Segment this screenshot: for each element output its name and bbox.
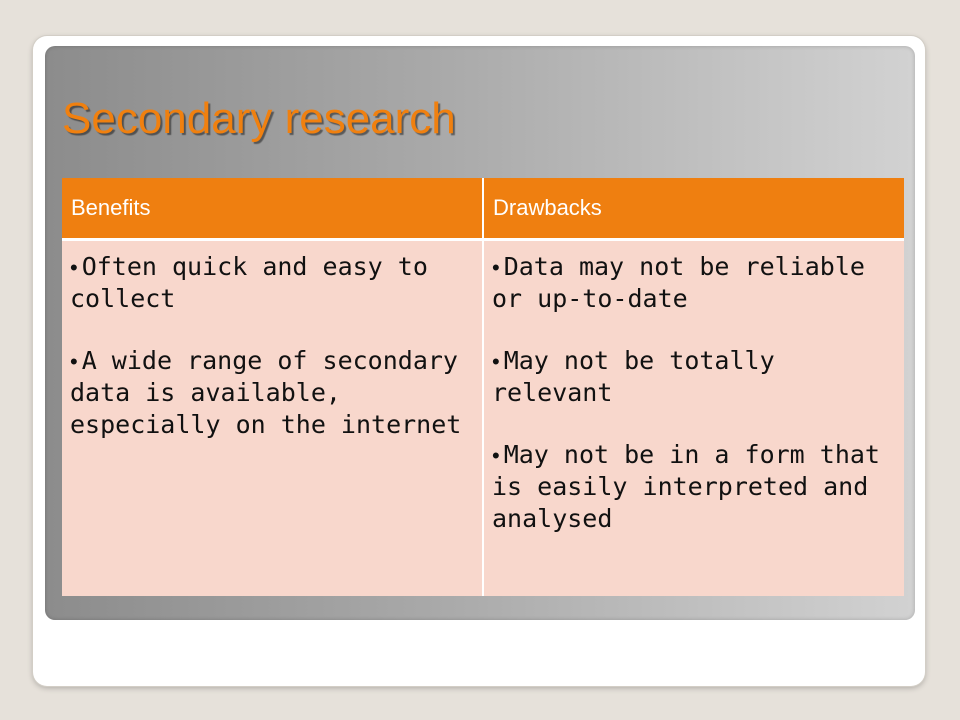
benefits-cell: [62, 240, 483, 597]
drawbacks-list: [492, 251, 896, 535]
list-item: [70, 251, 474, 315]
list-item: [70, 345, 474, 441]
drawback-text: May not be in a form that is easily interpreted and analysed: [492, 440, 880, 533]
drawback-text: Data may not be reliable or up-to-date: [492, 252, 865, 313]
bullet-icon: •: [492, 255, 500, 280]
benefit-text: Often quick and easy to collect: [70, 252, 428, 313]
drawback-text: May not be totally relevant: [492, 346, 775, 407]
list-item: [492, 251, 896, 315]
bullet-icon: •: [70, 255, 78, 280]
benefits-list: [70, 251, 474, 441]
table-row: [62, 240, 904, 597]
slide-title: Secondary research: [62, 94, 456, 143]
list-item: [492, 345, 896, 409]
bullet-icon: •: [70, 349, 78, 374]
list-item: [492, 439, 896, 535]
bullet-icon: •: [492, 443, 500, 468]
benefit-text: A wide range of secondary data is available, especially on the internet: [70, 346, 462, 439]
header-benefits: Benefits: [62, 178, 483, 240]
table-header-row: [62, 178, 904, 240]
header-drawbacks: Drawbacks: [483, 178, 904, 240]
drawbacks-cell: [483, 240, 904, 597]
comparison-table: [62, 178, 904, 596]
bullet-icon: •: [492, 349, 500, 374]
